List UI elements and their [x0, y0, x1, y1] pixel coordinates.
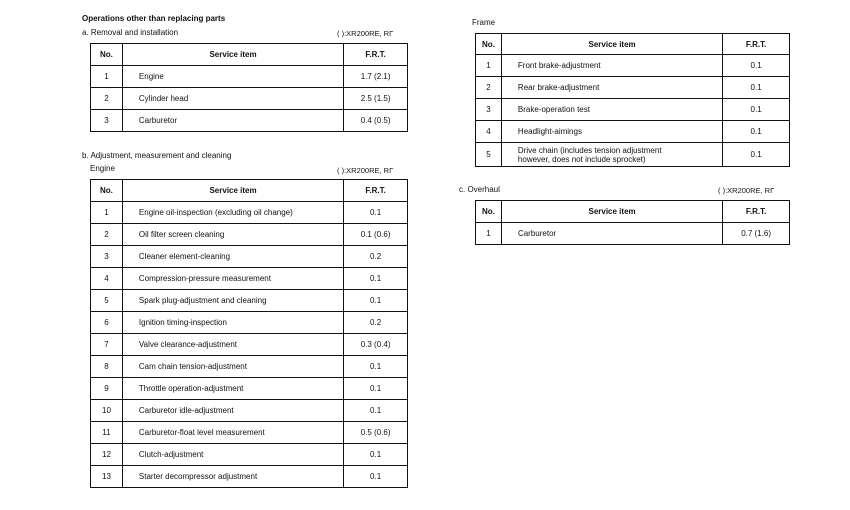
table-row: [91, 312, 408, 334]
row-no: 3: [91, 246, 123, 268]
header-frt: F.R.T.: [344, 44, 408, 66]
section-b-model-note: ( ):XR200RΕ, RΓ: [337, 166, 394, 175]
header-frt: F.R.T.: [723, 34, 790, 55]
row-frt: 0.7 (1.6): [723, 223, 790, 245]
engine-adjustment-table: [90, 179, 408, 488]
row-service-item: Brake-operation test: [501, 99, 722, 121]
section-a-title: a. Removal and installation: [82, 28, 179, 37]
row-frt: 0.2: [344, 246, 408, 268]
row-no: 13: [91, 466, 123, 488]
row-frt: 0.1: [723, 55, 790, 77]
row-no: 1: [476, 223, 502, 245]
header-no: No.: [91, 44, 123, 66]
row-no: 4: [91, 268, 123, 290]
table-row: [91, 202, 408, 224]
row-frt: 0.3 (0.4): [344, 334, 408, 356]
row-service-item: Starter decompressor adjustment: [122, 466, 343, 488]
row-frt: 0.1: [344, 466, 408, 488]
header-no: No.: [476, 201, 502, 223]
row-service-item: Ignition timing-inspection: [122, 312, 343, 334]
row-no: 1: [476, 55, 502, 77]
row-frt: 0.1: [723, 143, 790, 167]
removal-installation-table: [90, 43, 408, 132]
frame-title: Frame: [472, 18, 496, 27]
row-no: 3: [476, 99, 502, 121]
row-no: 4: [476, 121, 502, 143]
table-row: [476, 99, 790, 121]
table-row: [91, 246, 408, 268]
table-row: [476, 223, 790, 245]
row-service-item: Headlight-aimings: [501, 121, 722, 143]
row-frt: 0.4 (0.5): [344, 110, 408, 132]
header-service-item: Service item: [501, 201, 722, 223]
row-frt: 0.1: [723, 77, 790, 99]
table-header-row: [476, 34, 790, 55]
row-service-item: Carburetor-float level measurement: [122, 422, 343, 444]
row-frt: 0.5 (0.6): [344, 422, 408, 444]
section-c-title: c. Overhaul: [459, 185, 500, 194]
row-service-item: Carburetor: [501, 223, 722, 245]
row-no: 6: [91, 312, 123, 334]
row-service-item: Engine: [122, 66, 343, 88]
table-row: [91, 444, 408, 466]
row-frt: 0.1: [344, 290, 408, 312]
row-frt: 0.1: [344, 378, 408, 400]
row-service-item: Spark plug-adjustment and cleaning: [122, 290, 343, 312]
row-service-item: Drive chain (includes tension adjustment however, does not include sprocket): [501, 143, 722, 167]
row-service-item: Clutch-adjustment: [122, 444, 343, 466]
row-service-item: Cam chain tension-adjustment: [122, 356, 343, 378]
row-service-item: Engine oil-inspection (excluding oil change): [122, 202, 343, 224]
table-header-row: [476, 201, 790, 223]
section-a-model-note: ( ):XR200RΕ, RΓ: [337, 29, 394, 38]
row-frt: 2.5 (1.5): [344, 88, 408, 110]
table-row: [476, 121, 790, 143]
row-no: 9: [91, 378, 123, 400]
header-no: No.: [476, 34, 502, 55]
row-no: 5: [91, 290, 123, 312]
row-no: 11: [91, 422, 123, 444]
overhaul-table: [475, 200, 790, 245]
row-service-item: Cleaner element-cleaning: [122, 246, 343, 268]
row-service-item: Throttle operation-adjustment: [122, 378, 343, 400]
row-frt: 0.1: [344, 444, 408, 466]
section-b-subtitle: Engine: [90, 164, 115, 173]
row-service-item: Valve clearance-adjustment: [122, 334, 343, 356]
table-row: [91, 110, 408, 132]
row-no: 5: [476, 143, 502, 167]
table-row: [91, 466, 408, 488]
row-frt: 0.1 (0.6): [344, 224, 408, 246]
table-row: [91, 290, 408, 312]
row-no: 12: [91, 444, 123, 466]
row-no: 3: [91, 110, 123, 132]
frame-table: [475, 33, 790, 167]
row-no: 2: [91, 88, 123, 110]
table-header-row: [91, 180, 408, 202]
header-frt: F.R.T.: [723, 201, 790, 223]
row-no: 2: [91, 224, 123, 246]
section-c-model-note: ( ):XR200RΕ, RΓ: [718, 186, 775, 195]
row-service-item: Carburetor: [122, 110, 343, 132]
page-heading: Operations other than replacing parts: [82, 14, 226, 23]
header-service-item: Service item: [122, 44, 343, 66]
row-service-item: Carburetor idle-adjustment: [122, 400, 343, 422]
table-row: [91, 356, 408, 378]
row-service-item: Oil filter screen cleaning: [122, 224, 343, 246]
row-frt: 0.1: [344, 400, 408, 422]
row-frt: 0.1: [344, 202, 408, 224]
table-row: [476, 55, 790, 77]
row-frt: 0.1: [344, 356, 408, 378]
table-row: [91, 400, 408, 422]
row-frt: 0.2: [344, 312, 408, 334]
table-row: [476, 143, 790, 167]
row-frt: 0.1: [344, 268, 408, 290]
header-frt: F.R.T.: [344, 180, 408, 202]
row-frt: 0.1: [723, 121, 790, 143]
table-row: [91, 334, 408, 356]
table-row: [91, 378, 408, 400]
row-no: 10: [91, 400, 123, 422]
row-service-item: Rear brake-adjustment: [501, 77, 722, 99]
table-row: [91, 66, 408, 88]
header-service-item: Service item: [122, 180, 343, 202]
table-header-row: [91, 44, 408, 66]
table-row: [91, 88, 408, 110]
row-no: 1: [91, 66, 123, 88]
row-service-item: Compression-pressure measurement: [122, 268, 343, 290]
row-no: 7: [91, 334, 123, 356]
table-row: [91, 422, 408, 444]
section-b-title: b. Adjustment, measurement and cleaning: [82, 151, 232, 160]
row-frt: 0.1: [723, 99, 790, 121]
table-row: [476, 77, 790, 99]
header-service-item: Service item: [501, 34, 722, 55]
table-row: [91, 268, 408, 290]
row-frt: 1.7 (2.1): [344, 66, 408, 88]
row-service-item: Front brake-adjustment: [501, 55, 722, 77]
row-no: 8: [91, 356, 123, 378]
row-no: 2: [476, 77, 502, 99]
header-no: No.: [91, 180, 123, 202]
table-row: [91, 224, 408, 246]
row-service-item: Cylinder head: [122, 88, 343, 110]
row-no: 1: [91, 202, 123, 224]
